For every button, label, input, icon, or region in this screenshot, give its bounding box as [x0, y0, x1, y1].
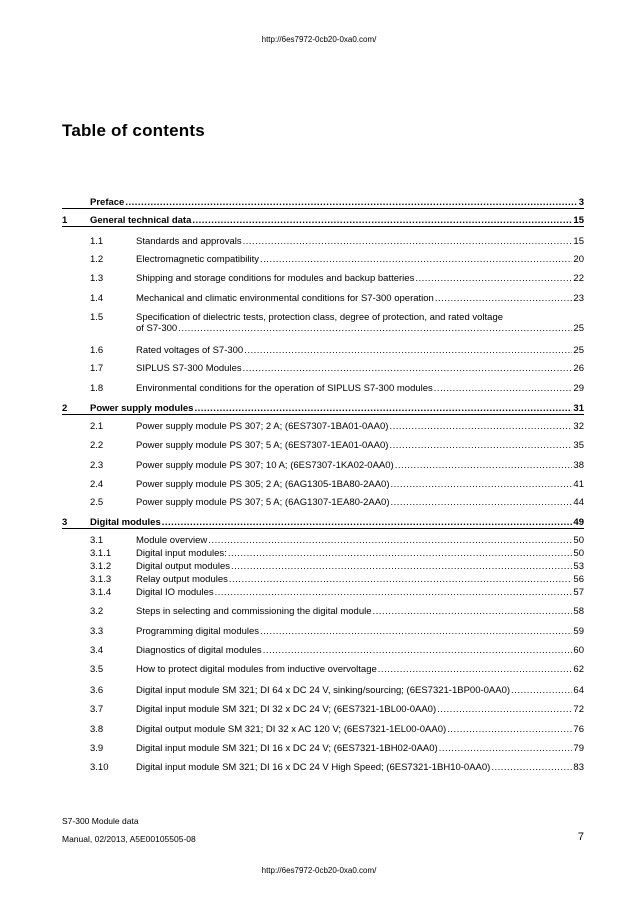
toc-label: Digital modules: [90, 517, 161, 528]
divider: [62, 528, 584, 529]
toc-number: 1.3: [90, 273, 104, 284]
toc-label: Digital output module SM 321; DI 32 x AC 120 V; (6ES7321-1EL00-0AA0): [136, 724, 447, 735]
toc-page: 53: [573, 561, 584, 572]
toc-number: 1.5: [90, 312, 104, 323]
toc-label: Power supply module PS 307; 5 A; (6AG1307-1EA80-2AA0): [136, 497, 390, 508]
footer-page-number: 7: [577, 831, 584, 843]
toc-number: 2.2: [90, 440, 104, 451]
toc-number: 3.10: [90, 762, 109, 773]
toc-label: Preface: [90, 197, 125, 208]
toc-number: 2.4: [90, 479, 104, 490]
toc-label: Programming digital modules: [136, 626, 260, 637]
toc-page: 35: [573, 440, 584, 451]
toc-page: 25: [573, 323, 584, 334]
toc-label: How to protect digital modules from inductive overvoltage: [136, 664, 377, 675]
footer-url[interactable]: http://6es7972-0cb20-0xa0.com/: [261, 866, 377, 875]
toc-label: SIPLUS S7-300 Modules: [136, 363, 242, 374]
toc-page: 25: [573, 345, 584, 356]
toc-number: 3.1: [90, 535, 104, 546]
toc-page: 49: [573, 517, 584, 528]
toc-page: 38: [573, 460, 584, 471]
toc-page: 29: [573, 383, 584, 394]
toc-page: 20: [573, 254, 584, 265]
toc-label: Power supply module PS 307; 10 A; (6ES7307-1KA02-0AA0): [136, 460, 394, 471]
divider: [62, 208, 584, 209]
toc-label: Power supply module PS 305; 2 A; (6AG1305-1BA80-2AA0): [136, 479, 390, 490]
toc-number: 1: [62, 215, 68, 226]
header-url[interactable]: http://6es7972-0cb20-0xa0.com/: [261, 35, 377, 44]
toc-page: 31: [573, 403, 584, 414]
toc-label: Power supply module PS 307; 2 A; (6ES7307-1BA01-0AA0): [136, 421, 389, 432]
toc-label: Mechanical and climatic environmental conditions for S7-300 operation: [136, 293, 434, 304]
toc-label: Digital output modules: [136, 561, 230, 572]
toc-number: 3.1.3: [90, 574, 112, 585]
toc-number: 3.2: [90, 606, 104, 617]
toc-label: Digital IO modules: [136, 587, 214, 598]
toc-page: 15: [573, 236, 584, 247]
toc-number: 3.9: [90, 743, 104, 754]
toc-number: 3.1.4: [90, 587, 112, 598]
toc-page: 56: [573, 574, 584, 585]
toc-page: 72: [573, 704, 584, 715]
toc-label: Module overview: [136, 535, 208, 546]
divider: [62, 226, 584, 227]
toc-page: 23: [573, 293, 584, 304]
divider: [62, 414, 584, 415]
toc-label: Digital input module SM 321; DI 16 x DC 24 V High Speed; (6ES7321-1BH10-0AA0): [136, 762, 491, 773]
toc-label: Diagnostics of digital modules: [136, 645, 262, 656]
toc-label: Steps in selecting and commissioning the digital module: [136, 606, 372, 617]
toc-page: 59: [573, 626, 584, 637]
footer-doc-name: S7-300 Module data: [62, 816, 139, 826]
toc-number: 1.6: [90, 345, 104, 356]
toc-label: Digital input module SM 321; DI 16 x DC 24 V; (6ES7321-1BH02-0AA0): [136, 743, 438, 754]
page-title: Table of contents: [62, 121, 205, 140]
toc-label-line-2: of S7-300: [136, 323, 178, 334]
toc-number: 1.1: [90, 236, 104, 247]
toc-label: General technical data: [90, 215, 192, 226]
toc-label: Digital input module SM 321; DI 64 x DC 24 V, sinking/sourcing; (6ES7321-1BP00-0AA0): [136, 685, 511, 696]
toc-page: 44: [573, 497, 584, 508]
toc-label: Shipping and storage conditions for modules and backup batteries: [136, 273, 415, 284]
toc-page: 15: [573, 215, 584, 226]
toc-label: Digital input module SM 321; DI 32 x DC 24 V; (6ES7321-1BL00-0AA0): [136, 704, 437, 715]
toc-label-line-1: Specification of dielectric tests, protection class, degree of protection, and rated voltage: [136, 312, 504, 323]
toc-number: 3.8: [90, 724, 104, 735]
toc-label: Rated voltages of S7-300: [136, 345, 244, 356]
toc-page: 79: [573, 743, 584, 754]
toc-number: 2.3: [90, 460, 104, 471]
toc-number: 3.7: [90, 704, 104, 715]
toc-number: 2.1: [90, 421, 104, 432]
toc-page: 26: [573, 363, 584, 374]
toc-page: 50: [573, 535, 584, 546]
toc-number: 3.1.2: [90, 561, 112, 572]
toc-label: Power supply module PS 307; 5 A; (6ES7307-1EA01-0AA0): [136, 440, 389, 451]
footer-manual-info: Manual, 02/2013, A5E00105505-08: [62, 834, 196, 844]
toc-number: 1.2: [90, 254, 104, 265]
toc-label: Environmental conditions for the operation of SIPLUS S7-300 modules: [136, 383, 433, 394]
toc-number: 3: [62, 517, 68, 528]
toc-page: 83: [573, 762, 584, 773]
toc-page: 22: [573, 273, 584, 284]
toc-number: 2: [62, 403, 68, 414]
toc-number: 3.6: [90, 685, 104, 696]
toc-number: 1.7: [90, 363, 104, 374]
toc-number: 3.5: [90, 664, 104, 675]
toc-number: 3.3: [90, 626, 104, 637]
toc-page: 32: [573, 421, 584, 432]
toc-page: 41: [573, 479, 584, 490]
toc-number: 1.4: [90, 293, 104, 304]
toc-page: 58: [573, 606, 584, 617]
toc-page: 3: [578, 197, 584, 208]
toc-entry-1-5[interactable]: [62, 312, 584, 336]
toc-number: 3.1.1: [90, 548, 112, 559]
toc-label: Relay output modules: [136, 574, 228, 585]
toc-label: Power supply modules: [90, 403, 194, 414]
toc-page: 50: [573, 548, 584, 559]
toc-number: 3.4: [90, 645, 104, 656]
toc-page: 76: [573, 724, 584, 735]
toc-page: 60: [573, 645, 584, 656]
toc-number: 2.5: [90, 497, 104, 508]
toc-label: Digital input modules:: [136, 548, 227, 559]
toc-page: 57: [573, 587, 584, 598]
toc-label: Standards and approvals: [136, 236, 242, 247]
toc-label: Electromagnetic compatibility: [136, 254, 260, 265]
toc-page: 62: [573, 664, 584, 675]
toc-page: 64: [573, 685, 584, 696]
toc-number: 1.8: [90, 383, 104, 394]
